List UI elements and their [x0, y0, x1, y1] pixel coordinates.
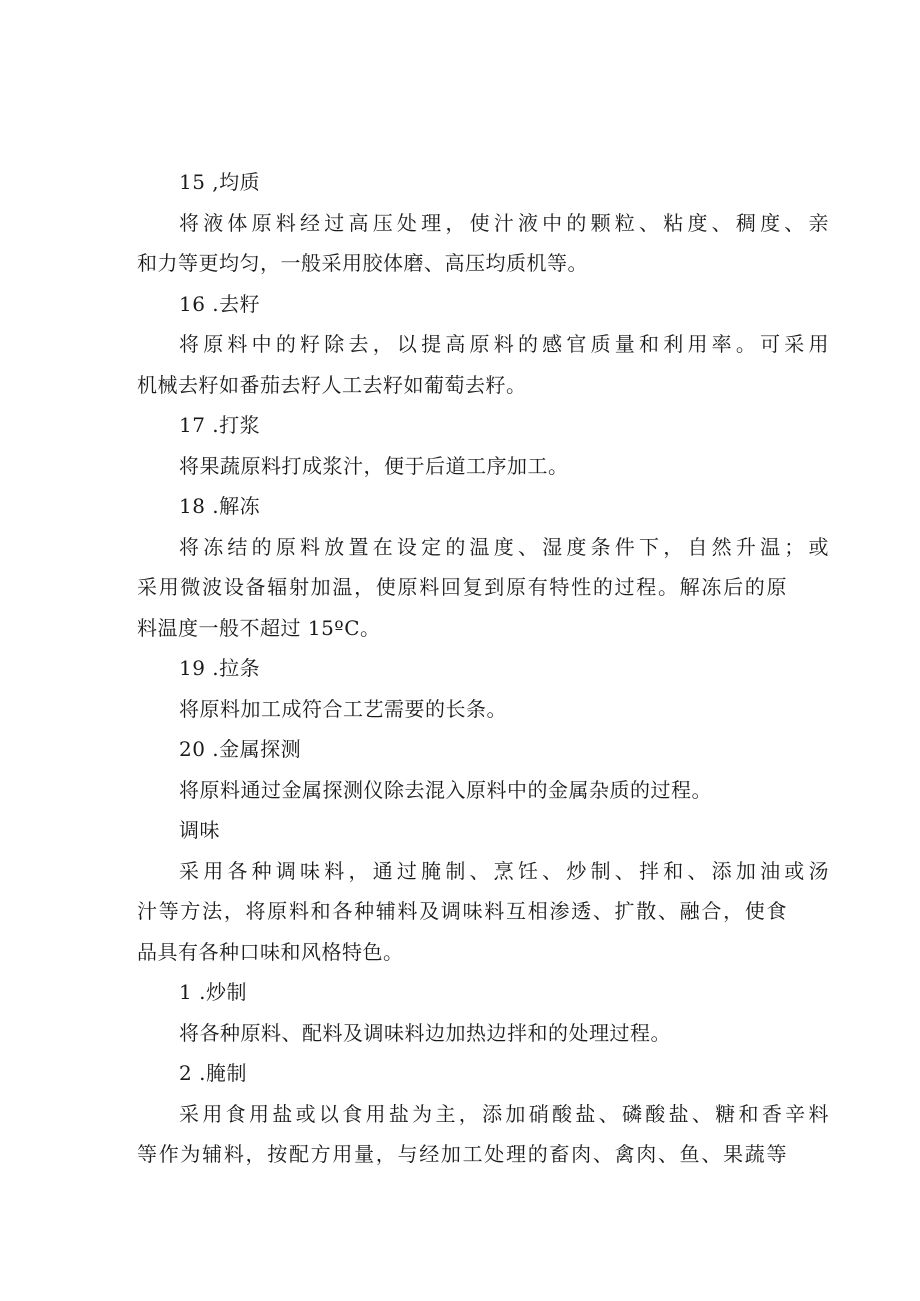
paragraph-line: 采用微波设备辐射加温，使原料回复到原有特性的过程。解冻后的原 [137, 575, 787, 599]
paragraph-line: 将冻结的原料放置在设定的温度、湿度条件下，自然升温；或 [179, 534, 829, 559]
section-heading-15: 15 ,均质 [179, 170, 261, 194]
paragraph-line: 将果蔬原料打成浆汁，便于后道工序加工。 [179, 453, 569, 478]
paragraph-line: 汁等方法，将原料和各种辅料及调味料互相渗透、扩散、融合，使食 [137, 899, 787, 923]
section-heading-20: 20 .金属探测 [179, 737, 302, 761]
paragraph-line: 等作为辅料，按配方用量，与经加工处理的畜肉、禽肉、鱼、果蔬等 [137, 1142, 787, 1166]
document-body [137, 162, 829, 1175]
paragraph-line: 采用食用盐或以食用盐为主，添加硝酸盐、磷酸盐、糖和香辛料 [179, 1101, 829, 1126]
paragraph-line: 将各种原料、配料及调味料边加热边拌和的处理过程。 [179, 1020, 671, 1045]
paragraph-line: 采用各种调味料，通过腌制、烹饪、炒制、拌和、添加油或汤 [179, 858, 829, 883]
section-heading-1: 1 .炒制 [179, 980, 247, 1004]
section-heading-seasoning: 调味 [179, 818, 220, 842]
paragraph-line: 和力等更均匀，一般采用胶体磨、高压均质机等。 [137, 251, 588, 275]
section-heading-18: 18 .解冻 [179, 494, 261, 518]
paragraph-line: 机械去籽如番茄去籽人工去籽如葡萄去籽。 [137, 372, 527, 397]
section-heading-19: 19 .拉条 [179, 656, 261, 680]
paragraph-line: 将原料中的籽除去，以提高原料的感官质量和利用率。可采用 [179, 332, 829, 356]
section-heading-2: 2 .腌制 [179, 1061, 247, 1085]
section-heading-17: 17 .打浆 [179, 413, 261, 437]
paragraph-line: 料温度一般不超过 15ºC。 [137, 615, 381, 640]
section-heading-16: 16 .去籽 [179, 291, 261, 316]
paragraph-line: 将液体原料经过高压处理，使汁液中的颗粒、粘度、稠度、亲 [179, 210, 829, 235]
paragraph-line: 品具有各种口味和风格特色。 [137, 939, 404, 964]
paragraph-line: 将原料加工成符合工艺需要的长条。 [179, 696, 507, 721]
paragraph-line: 将原料通过金属探测仪除去混入原料中的金属杂质的过程。 [179, 777, 712, 802]
